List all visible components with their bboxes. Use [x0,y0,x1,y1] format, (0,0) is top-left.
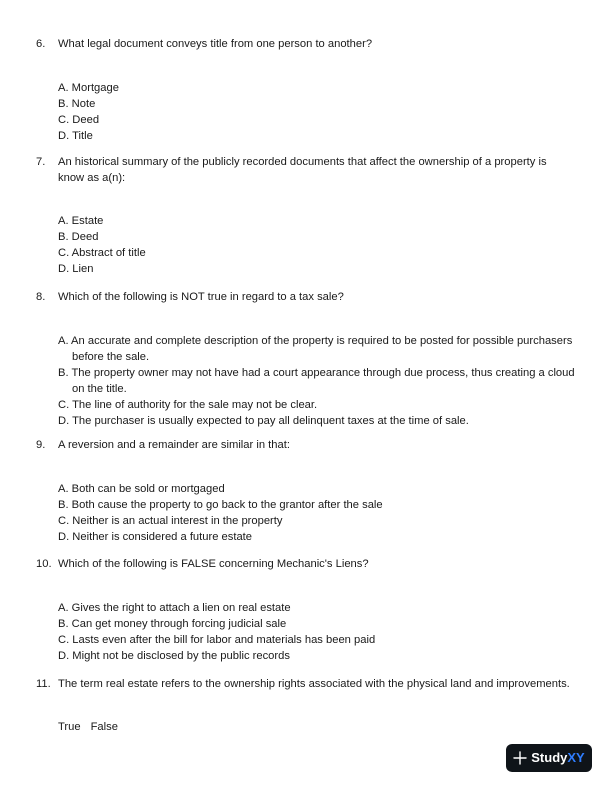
question-7-options [58,213,578,277]
answer-option[interactable]: B. Can get money through forcing judicial sale [58,618,287,630]
answer-option[interactable]: A. Both can be sold or mortgaged [58,483,225,495]
question-number: 8. [36,291,46,303]
question-9-options [58,481,578,545]
question-text: What legal document conveys title from one person to another? [58,38,373,50]
question-text: The term real estate refers to the ownership rights associated with the physical land and improvements. [58,678,570,690]
question-10 [36,556,576,572]
answer-option[interactable]: D. The purchaser is usually expected to pay all delinquent taxes at the time of sale. [58,415,469,427]
question-6-options [58,80,578,144]
question-text: An historical summary of the publicly recorded documents that affect the ownership of a property is know as a(n): [58,156,547,184]
question-text: Which of the following is NOT true in regard to a tax sale? [58,291,344,303]
question-number: 9. [36,439,46,451]
question-number: 6. [36,38,46,50]
answer-option[interactable]: D. Lien [58,263,94,275]
question-text: Which of the following is FALSE concerning Mechanic's Liens? [58,558,369,570]
question-11 [36,676,576,692]
answer-option[interactable]: D. Neither is considered a future estate [58,531,253,543]
plus-icon [513,751,527,765]
studyxy-badge[interactable] [506,744,592,772]
answer-option[interactable]: D. Might not be disclosed by the public records [58,650,290,662]
brand-name [531,751,584,765]
brand-name-study: Study [531,750,568,765]
answer-option[interactable]: A. Gives the right to attach a lien on real estate [58,602,291,614]
question-number: 7. [36,156,46,168]
answer-option[interactable]: A. Mortgage [58,82,119,94]
false-choice[interactable]: False [90,721,118,733]
question-6 [36,36,576,52]
answer-option[interactable]: B. Note [58,98,96,110]
answer-option[interactable]: C. Abstract of title [58,247,146,259]
answer-option[interactable]: C. Lasts even after the bill for labor and materials has been paid [58,634,376,646]
question-number: 11. [36,678,51,690]
question-number: 10. [36,558,52,570]
answer-option[interactable]: B. Both cause the property to go back to the grantor after the sale [58,499,383,511]
answer-option[interactable]: C. Deed [58,114,100,126]
true-false-choices [58,719,118,735]
answer-option[interactable]: C. Neither is an actual interest in the property [58,515,283,527]
brand-name-xy: XY [567,750,585,765]
question-7 [36,154,576,186]
question-8-options [58,333,578,429]
question-8 [36,289,576,305]
question-9 [36,437,576,453]
answer-option[interactable]: B. The property owner may not have had a court appearance through due process, thus creating a cloud on the title. [58,367,575,395]
answer-option[interactable]: B. Deed [58,231,99,243]
answer-option[interactable]: D. Title [58,130,93,142]
true-choice[interactable]: True [58,721,81,733]
answer-option[interactable]: C. The line of authority for the sale may not be clear. [58,399,318,411]
answer-option[interactable]: A. An accurate and complete description of the property is required to be posted for possible purchasers before the sale. [58,335,573,363]
question-text: A reversion and a remainder are similar in that: [58,439,290,451]
answer-option[interactable]: A. Estate [58,215,104,227]
question-10-options [58,600,578,664]
